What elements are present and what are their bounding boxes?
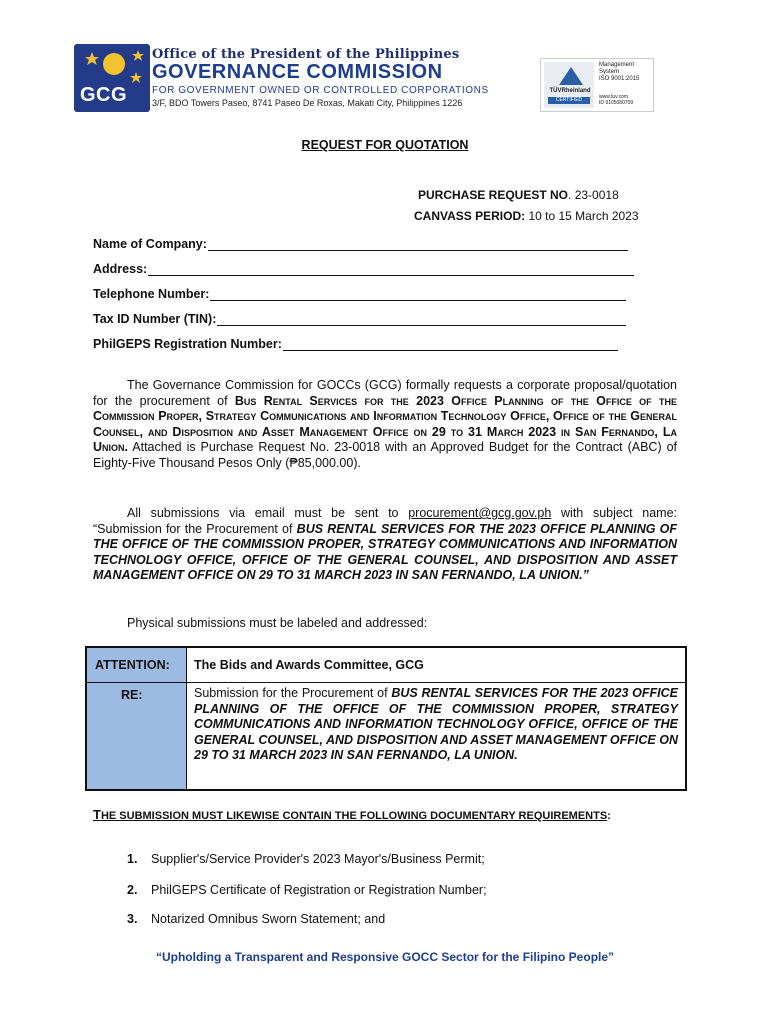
email-text: All submissions via email must be sent to — [127, 506, 409, 520]
requirement-item — [127, 912, 385, 926]
field-address — [93, 262, 634, 276]
field-label: Name of Company: — [93, 237, 207, 251]
email-subject-prefix: with subject name: “Submission for the Procurement of — [93, 506, 678, 536]
tuv-logo — [544, 62, 594, 108]
canvass-period-label: CANVASS PERIOD: — [414, 209, 526, 223]
commission-name: GOVERNANCE COMMISSION — [152, 61, 443, 83]
field-tin — [93, 312, 626, 326]
cert-web-1: www.tuv.com — [599, 94, 629, 100]
field-company — [93, 237, 628, 251]
logo-text: GCG — [80, 84, 128, 106]
attention-label: ATTENTION: — [95, 658, 170, 672]
requirements-heading — [93, 807, 611, 822]
tuv-triangle-icon — [559, 67, 583, 85]
requirement-item — [127, 883, 487, 897]
field-label: Telephone Number: — [93, 287, 210, 301]
cert-mgmt-1: Management — [599, 62, 635, 68]
requirement-number: 2. — [127, 883, 138, 897]
requirement-text: Notarized Omnibus Sworn Statement; and — [151, 912, 386, 926]
office-line: Office of the President of the Philippines — [152, 47, 460, 62]
fill-line — [210, 288, 626, 301]
requirements-heading-text — [93, 807, 608, 822]
tuv-certified: CERTIFIED — [548, 97, 590, 104]
email-address-link[interactable]: procurement@gcg.gov.ph — [408, 506, 552, 520]
email-paragraph — [93, 506, 677, 584]
requirement-text: PhilGEPS Certificate of Registration or Registration Number; — [151, 883, 487, 897]
heading-first-letter: T — [93, 807, 101, 822]
gcg-logo — [74, 44, 150, 112]
re-prefix: Submission for the Procurement of — [194, 686, 392, 700]
field-label: PhilGEPS Registration Number: — [93, 337, 282, 351]
requirement-number: 1. — [127, 852, 138, 866]
tuv-brand: TÜVRheinland — [549, 88, 591, 94]
cert-mgmt-2: System — [599, 69, 620, 75]
purchase-request-value: . 23-0018 — [568, 188, 619, 202]
re-subject: BUS RENTAL SERVICES FOR THE 2023 OFFICE PLANNING OF THE OFFICE OF THE COMMISSION PROPER, STRATEGY COMMUNICATIONS AND INFORMATION TECHNOLOGY OFFICE, OFFICE OF THE GENERAL COUNSEL, AND DISPOSITION AND ASSET MANAGEMENT OFFICE ON 29 TO 31 MARCH 2023 IN SAN FERNANDO, LA UNION. — [194, 686, 678, 762]
re-value — [194, 686, 678, 764]
intro-budget: Attached is Purchase Request No. 23-0018 with an Approved Budget for the Contract (ABC) of Eighty-Five Thousand Pesos Only (₱85,000.00). — [93, 440, 677, 470]
iso-certificate-badge — [540, 58, 654, 112]
cert-system — [599, 62, 639, 83]
requirement-number: 3. — [127, 912, 138, 926]
cert-web — [599, 94, 633, 106]
field-label: Address: — [93, 262, 148, 276]
email-subject: BUS RENTAL SERVICES FOR THE 2023 OFFICE PLANNING OF THE OFFICE OF THE COMMISSION PROPER, STRATEGY COMMUNICATIONS AND INFORMATION TECHNOLOGY OFFICE, OFFICE OF THE GENERAL COUNSEL, AND DISPOSITION AND ASSET MANAGEMENT OFFICE ON 29 TO 31 MARCH 2023 IN SAN FERNANDO, LA UNION.” — [93, 521, 677, 582]
field-label: Tax ID Number (TIN): — [93, 312, 217, 326]
cert-web-2: ID 9105080709 — [599, 100, 634, 106]
physical-submission-note: Physical submissions must be labeled and addressed: — [127, 616, 428, 630]
fill-line — [148, 263, 634, 276]
requirement-item — [127, 852, 485, 866]
purchase-request-label: PURCHASE REQUEST NO — [418, 188, 569, 202]
canvass-period-line — [414, 209, 639, 223]
footer-tagline: “Upholding a Transparent and Responsive GOCC Sector for the Filipino People” — [155, 950, 615, 964]
fill-line — [208, 238, 628, 251]
document-title: REQUEST FOR QUOTATION — [301, 138, 469, 152]
commission-subtitle: FOR GOVERNMENT OWNED OR CONTROLLED CORPORATIONS — [152, 85, 489, 96]
intro-project: Bus Rental Services for the 2023 Office Planning of the Office of the Commission Proper, Strategy Communications and Information Technology Office, Office of the General Counsel, and Disposition and Asset Management Office on 29 to 31 March 2023 in San Fernando, La Union. — [93, 393, 678, 454]
heading-colon: : — [607, 810, 611, 822]
fill-line — [217, 313, 626, 326]
cert-mgmt-3: ISO 9001:2015 — [599, 76, 640, 82]
canvass-period-value: 10 to 15 March 2023 — [525, 209, 639, 223]
requirement-text: Supplier's/Service Provider's 2023 Mayor's/Business Permit; — [151, 852, 485, 866]
purchase-request-line — [418, 188, 619, 202]
field-philgeps — [93, 337, 618, 351]
intro-paragraph — [93, 378, 677, 471]
intro-text: The Governance Commission for GOCCs (GCG) formally requests a corporate proposal/quotation for the procurement of — [93, 378, 677, 408]
heading-rest: HE SUBMISSION MUST LIKEWISE CONTAIN THE FOLLOWING DOCUMENTARY REQUIREMENTS — [100, 810, 608, 822]
commission-address: 3/F, BDO Towers Paseo, 8741 Paseo De Roxas, Makati City, Philippines 1226 — [152, 98, 463, 108]
attention-table — [85, 646, 687, 791]
field-telephone — [93, 287, 626, 301]
fill-line — [283, 338, 618, 351]
re-label: RE: — [121, 688, 143, 702]
attention-value: The Bids and Awards Committee, GCG — [194, 658, 424, 672]
